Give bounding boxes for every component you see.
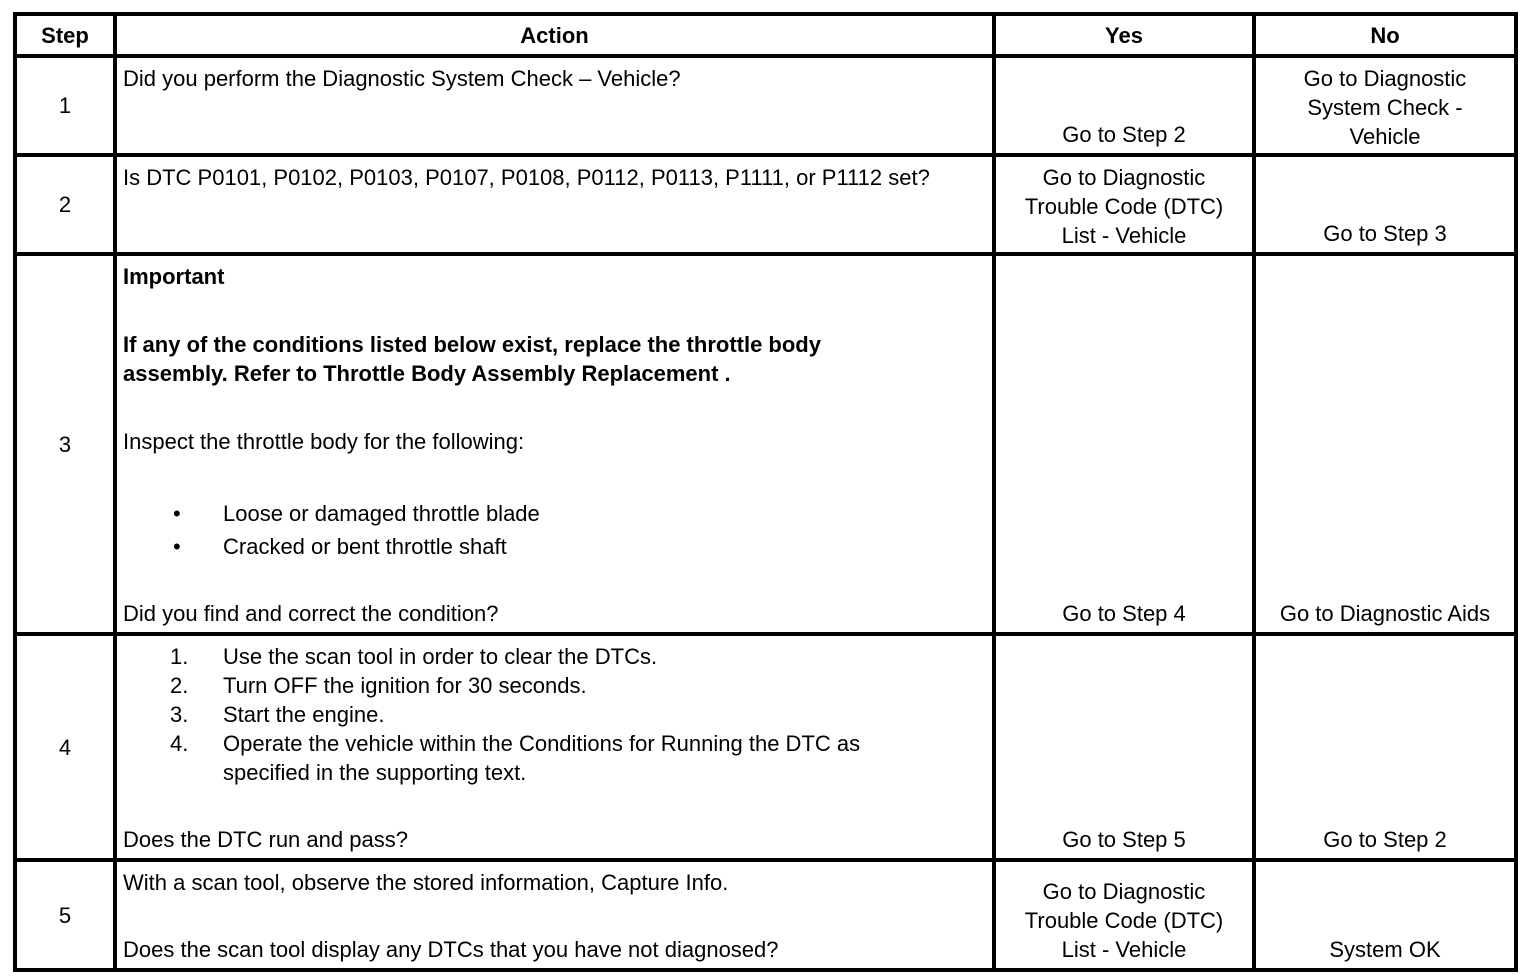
action-block: [115, 860, 994, 970]
no-result: Go to Step 2: [1254, 634, 1516, 860]
bullet-icon: •: [173, 534, 181, 559]
table-row: [15, 155, 1516, 254]
yes-result: Go to Step 5: [994, 634, 1254, 860]
list-item-number: 1.: [170, 644, 189, 669]
header-step: Step: [15, 14, 115, 56]
list-item-text: Loose or damaged throttle blade: [223, 501, 540, 526]
table-row: [15, 56, 1516, 155]
yes-result: Go to Step 2: [994, 56, 1254, 155]
important-text: If any of the conditions listed below exist, replace the throttle body assembly. Refer to Throttle Body Assembly Replacement .: [123, 332, 821, 386]
list-item-text: Start the engine.: [223, 702, 385, 727]
header-action: Action: [115, 14, 994, 56]
important-title: Important: [123, 264, 225, 289]
yes-result-text: Go to Diagnostic Trouble Code (DTC) List - Vehicle: [1024, 165, 1224, 248]
table-row: [15, 254, 1516, 634]
action-text: Did you perform the Diagnostic System Check – Vehicle?: [115, 56, 994, 155]
action-question: Is DTC P0101, P0102, P0103, P0107, P0108, P0112, P0113, P1111, or P1112 set?: [123, 165, 930, 190]
action-question: Does the DTC run and pass?: [123, 827, 408, 852]
action-question: Does the scan tool display any DTCs that you have not diagnosed?: [123, 937, 779, 962]
action-block: [115, 254, 994, 634]
yes-result-text: Go to Diagnostic Trouble Code (DTC) List - Vehicle: [1024, 879, 1224, 962]
list-item-number: 4.: [170, 731, 189, 756]
list-item: [123, 729, 986, 787]
list-item-text: Operate the vehicle within the Conditions for Running the DTC as specified in the supporting text.: [223, 731, 861, 785]
action-question: Did you find and correct the condition?: [123, 601, 499, 626]
step-number: 1: [15, 56, 115, 155]
no-result: Go to Diagnostic Aids: [1254, 254, 1516, 634]
step-number: 3: [15, 254, 115, 634]
list-item-number: 2.: [170, 673, 189, 698]
no-result: Go to Step 3: [1254, 155, 1516, 254]
no-result: [1254, 56, 1516, 155]
list-item: [123, 532, 986, 561]
step-number: 5: [15, 860, 115, 970]
list-item-number: 3.: [170, 702, 189, 727]
list-item: [123, 499, 986, 528]
action-text: [115, 155, 994, 254]
list-item-text: Use the scan tool in order to clear the DTCs.: [223, 644, 658, 669]
yes-result: [994, 860, 1254, 970]
step-number: 4: [15, 634, 115, 860]
no-result: System OK: [1254, 860, 1516, 970]
list-item: [123, 642, 986, 671]
yes-result: Go to Step 4: [994, 254, 1254, 634]
list-item: [123, 671, 986, 700]
action-block: [115, 634, 994, 860]
header-row: [15, 14, 1516, 56]
header-no: No: [1254, 14, 1516, 56]
header-yes: Yes: [994, 14, 1254, 56]
step-number: 2: [15, 155, 115, 254]
diagnostic-table: [13, 12, 1518, 972]
list-item: [123, 700, 986, 729]
table-row: [15, 860, 1516, 970]
no-result-text: Go to Diagnostic System Check - Vehicle: [1303, 66, 1467, 149]
inspect-text: Inspect the throttle body for the following:: [123, 429, 525, 454]
table-row: [15, 634, 1516, 860]
bullet-icon: •: [173, 501, 181, 526]
list-item-text: Turn OFF the ignition for 30 seconds.: [223, 673, 587, 698]
action-text: With a scan tool, observe the stored information, Capture Info.: [123, 870, 729, 895]
yes-result: [994, 155, 1254, 254]
list-item-text: Cracked or bent throttle shaft: [223, 534, 507, 559]
